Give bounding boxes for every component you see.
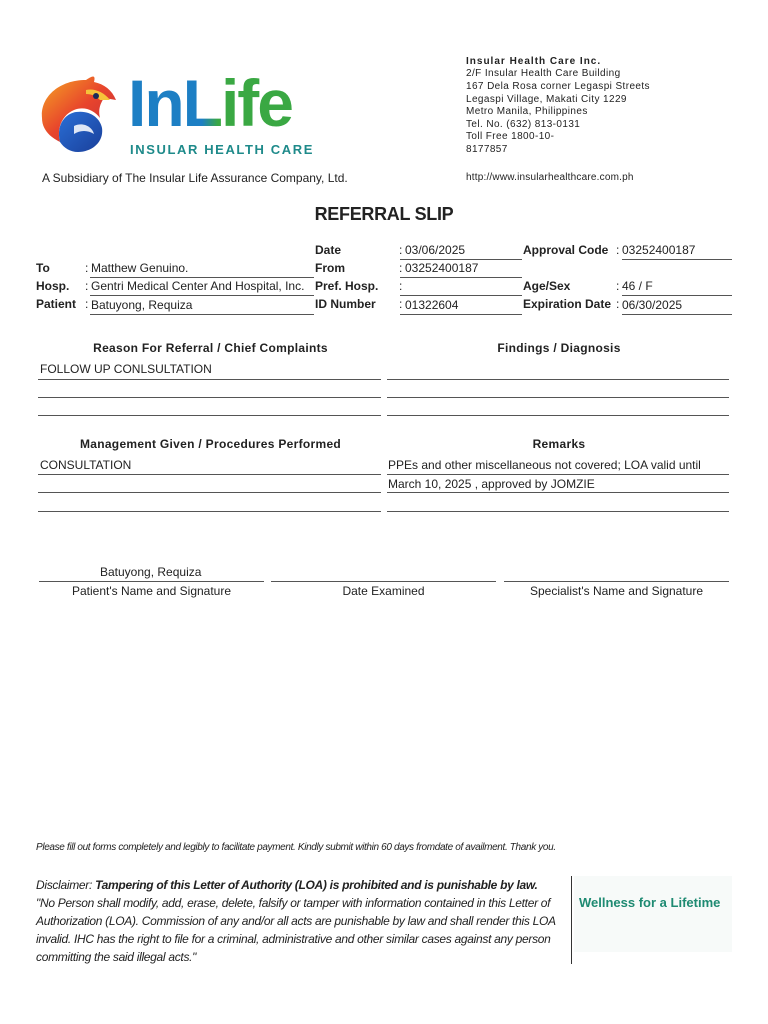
toll-free: Toll Free 1800-10-: [466, 131, 555, 142]
management-value: CONSULTATION: [40, 458, 132, 472]
approval-code-underline: [622, 259, 732, 260]
address-line-2: 167 Dela Rosa corner Legaspi Streets: [466, 81, 650, 92]
telephone: Tel. No. (632) 813-0131: [466, 119, 581, 130]
patient-signature-name: Batuyong, Requiza: [100, 565, 202, 579]
website-link[interactable]: http://www.insularhealthcare.com.ph: [466, 172, 634, 183]
approval-code-colon: :: [616, 243, 620, 257]
reason-line-2: [38, 397, 381, 398]
brand-text: InLife: [128, 66, 292, 140]
disclaimer-heading: [36, 876, 571, 894]
pref-hosp-colon: :: [399, 279, 403, 293]
date-label: Date: [315, 243, 342, 257]
date-colon: :: [399, 243, 403, 257]
from-colon: :: [399, 261, 403, 275]
hosp-value: Gentri Medical Center And Hospital, Inc.: [91, 279, 305, 293]
subsidiary-text: A Subsidiary of The Insular Life Assurance Company, Ltd.: [42, 171, 348, 185]
id-number-underline: [400, 314, 522, 315]
patient-colon: :: [85, 297, 89, 311]
company-logo: [34, 66, 324, 162]
hosp-colon: :: [85, 279, 89, 293]
disclaimer-line-4: committing the said illegal acts.": [36, 950, 197, 964]
remarks-line-1: [387, 474, 729, 475]
document-title: REFERRAL SLIP: [314, 204, 454, 224]
address-line-3: Legaspi Village, Makati City 1229: [466, 94, 627, 105]
expiration-date-value: 06/30/2025: [622, 298, 683, 312]
to-colon: :: [85, 261, 89, 275]
expiration-date-label: Expiration Date: [523, 297, 612, 311]
findings-title: Findings / Diagnosis: [497, 341, 621, 355]
reason-line-3: [38, 415, 381, 416]
expiration-date-underline: [622, 314, 732, 315]
hosp-underline: [90, 295, 314, 296]
date-examined-caption: Date Examined: [342, 584, 425, 598]
patient-value: Batuyong, Requiza: [91, 298, 193, 312]
to-label: To: [36, 261, 50, 275]
remarks-title: Remarks: [532, 437, 586, 451]
address-line-1: 2/F Insular Health Care Building: [466, 68, 621, 79]
findings-line-2: [387, 397, 729, 398]
reason-line-1: [38, 379, 381, 380]
pref-hosp-underline: [400, 295, 522, 296]
hosp-label: Hosp.: [36, 279, 70, 293]
patient-underline: [90, 314, 314, 315]
remarks-line-3: [387, 511, 729, 512]
age-sex-value: 46 / F: [622, 279, 653, 293]
to-underline: [90, 277, 314, 278]
management-line-1: [38, 474, 381, 475]
age-sex-underline: [622, 295, 732, 296]
address-line-4: Metro Manila, Philippines: [466, 106, 588, 117]
company-name: Insular Health Care Inc.: [466, 56, 602, 67]
management-line-2: [38, 492, 381, 493]
date-examined-line: [271, 581, 496, 582]
expiration-date-colon: :: [616, 297, 620, 311]
disclaimer-bold: Tampering of this Letter of Authority (LOA) is prohibited and is punishable by law.: [95, 878, 538, 892]
findings-line-3: [387, 415, 729, 416]
remarks-line-1-text: PPEs and other miscellaneous not covered; LOA valid until: [388, 458, 701, 472]
reason-title: Reason For Referral / Chief Complaints: [93, 341, 328, 355]
tagline-box: [574, 876, 732, 952]
specialist-signature-caption: Specialist's Name and Signature: [529, 584, 704, 598]
tagline-text: Wellness for a Lifetime: [579, 895, 721, 910]
remarks-line-2-text: March 10, 2025 , approved by JOMZIE: [388, 477, 595, 491]
disclaimer-line-1: "No Person shall modify, add, erase, delete, falsify or tamper with information contained in this Letter of: [36, 896, 551, 910]
age-sex-label: Age/Sex: [523, 279, 571, 293]
reason-value: FOLLOW UP CONLSULTATION: [40, 362, 212, 376]
id-number-label: ID Number: [315, 297, 376, 311]
age-sex-colon: :: [616, 279, 620, 293]
findings-line-1: [387, 379, 729, 380]
eagle-logo-icon: [34, 70, 126, 160]
approval-code-label: Approval Code: [523, 243, 609, 257]
management-line-3: [38, 511, 381, 512]
date-value: 03/06/2025: [405, 243, 466, 257]
disclaimer-line-3: invalid. IHC has the right to file for a criminal, administrative and other similar cases against any person: [36, 932, 551, 946]
pref-hosp-label: Pref. Hosp.: [315, 279, 379, 293]
from-value: 03252400187: [405, 261, 479, 275]
id-number-value: 01322604: [405, 298, 459, 312]
patient-label: Patient: [36, 297, 77, 311]
disclaimer-label: Disclaimer:: [36, 878, 93, 892]
specialist-signature-line: [504, 581, 729, 582]
date-underline: [400, 259, 522, 260]
id-number-colon: :: [399, 297, 403, 311]
brand-subtitle: INSULAR HEALTH CARE: [130, 142, 314, 157]
patient-signature-caption: Patient's Name and Signature: [71, 584, 232, 598]
approval-code-value: 03252400187: [622, 243, 696, 257]
remarks-line-2: [387, 492, 729, 493]
management-title: Management Given / Procedures Performed: [79, 437, 342, 451]
footer-divider: [571, 876, 572, 964]
toll-free-cont: 8177857: [466, 144, 508, 155]
instruction-text: Please fill out forms completely and legibly to facilitate payment. Kindly submit within 60 days fromdate of availment. Thank you.: [36, 842, 556, 853]
from-underline: [400, 277, 522, 278]
disclaimer-line-2: Authorization (LOA). Commission of any and/or all acts are punishable by law and shall render this LOA: [36, 914, 556, 928]
patient-signature-line: [39, 581, 264, 582]
disclaimer-block: [36, 876, 571, 966]
to-value: Matthew Genuino.: [91, 261, 189, 275]
from-label: From: [315, 261, 345, 275]
